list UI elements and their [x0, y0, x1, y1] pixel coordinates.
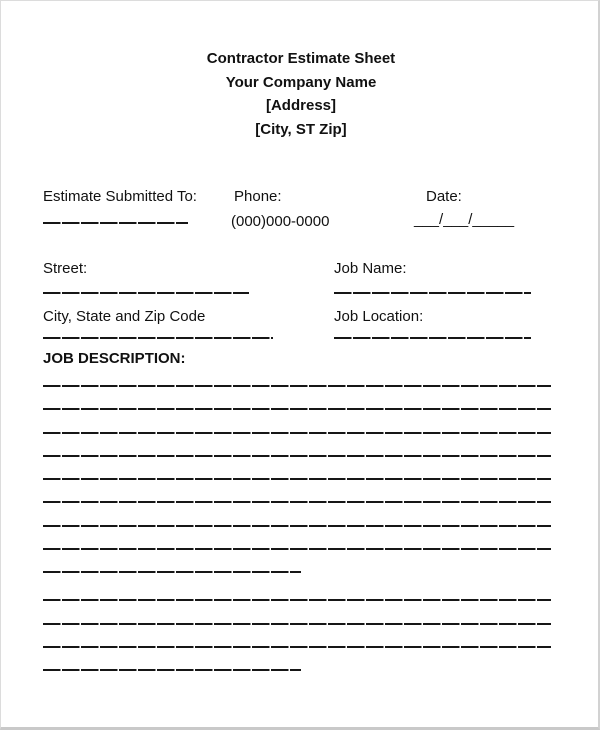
address-placeholder: [Address] — [265, 97, 336, 114]
description-blank-line[interactable] — [43, 385, 551, 387]
company-name: Your Company Name — [225, 73, 377, 91]
job-location-blank[interactable] — [334, 337, 531, 339]
document-title: Contractor Estimate Sheet — [206, 50, 396, 67]
description-blank-line[interactable] — [43, 646, 551, 648]
city-state-zip-blank[interactable] — [43, 337, 273, 339]
job-name-blank[interactable] — [334, 292, 531, 294]
description-blank-line[interactable] — [43, 408, 551, 410]
date-blank[interactable]: ___/___/_____ — [414, 211, 515, 228]
street-label: Street: — [43, 260, 88, 277]
phone-value: (000)000-0000 — [231, 213, 330, 230]
job-description-label: JOB DESCRIPTION: — [43, 350, 186, 367]
description-blank-line[interactable] — [43, 478, 551, 480]
description-blank-line[interactable] — [43, 548, 551, 550]
estimate-submitted-to-label: Estimate Submitted To: — [43, 188, 197, 205]
estimate-submitted-to-blank[interactable] — [43, 222, 188, 224]
document-header — [1, 47, 600, 141]
phone-label: Phone: — [234, 188, 282, 205]
street-blank[interactable] — [43, 292, 249, 294]
city-st-zip-placeholder: [City, ST Zip] — [255, 120, 347, 138]
description-blank-line[interactable] — [43, 599, 551, 601]
description-blank-line[interactable] — [43, 623, 551, 625]
date-label: Date: — [426, 188, 462, 205]
description-blank-line[interactable] — [43, 455, 551, 457]
job-location-label: Job Location: — [334, 308, 424, 325]
description-blank-line[interactable] — [43, 525, 551, 527]
city-state-zip-label: City, State and Zip Code — [43, 308, 206, 325]
description-blank-line[interactable] — [43, 571, 301, 573]
description-blank-line[interactable] — [43, 501, 551, 503]
job-description-lines — [43, 385, 551, 671]
job-name-label: Job Name: — [334, 260, 407, 277]
description-blank-line[interactable] — [43, 669, 301, 671]
description-blank-line[interactable] — [43, 432, 551, 434]
